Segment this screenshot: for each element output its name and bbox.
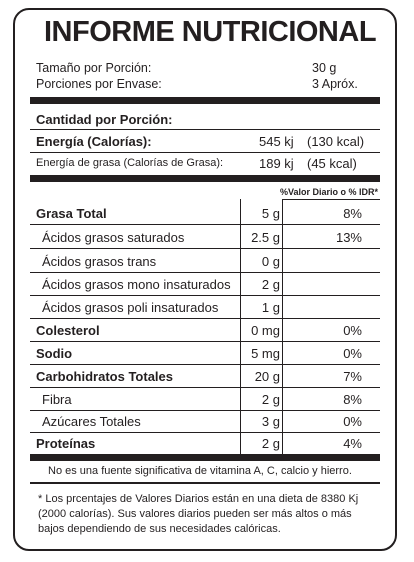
nutrient-amount: 3 g — [261, 414, 280, 429]
nutrient-amount: 5 g — [261, 206, 280, 221]
nutrient-dv: 7% — [343, 369, 362, 384]
nutrient-name: Sodio — [36, 346, 73, 361]
thick-divider-middle — [30, 175, 380, 182]
footnote-line-3: bajos dependiendo de sus necesidades calóricas. — [38, 523, 281, 535]
serving-size-value: 30 g — [312, 61, 337, 75]
footnote-line-1: * Los prcentajes de Valores Diarios están en una dieta de 8380 Kj — [38, 493, 359, 505]
nutrient-dv: 13% — [335, 230, 362, 245]
nutrient-name: Carbohidratos Totales — [36, 369, 174, 384]
divider — [30, 318, 380, 319]
divider — [30, 364, 380, 365]
servings-per-container-value: 3 Apróx. — [312, 77, 358, 91]
nutrient-name: Ácidos grasos trans — [42, 254, 157, 269]
divider — [282, 199, 380, 200]
divider — [30, 432, 380, 433]
nutrient-name: Colesterol — [36, 323, 100, 338]
nutrient-amount: 0 g — [261, 254, 280, 269]
nutrient-amount: 2.5 g — [251, 230, 280, 245]
nutrient-name: Ácidos grasos saturados — [42, 230, 185, 245]
nutrition-title: INFORME NUTRICIONAL — [44, 16, 377, 48]
divider — [30, 129, 380, 130]
nutrient-amount: 2 g — [261, 436, 280, 451]
amount-per-serving-header: Cantidad por Porción: — [36, 112, 173, 127]
nutrient-name: Azúcares Totales — [42, 414, 141, 429]
nutrient-amount: 20 g — [254, 369, 280, 384]
divider — [30, 410, 380, 411]
divider — [30, 387, 380, 388]
divider — [30, 482, 380, 484]
nutrient-dv: 8% — [343, 206, 362, 221]
divider — [30, 248, 380, 249]
energy-kj: 545 kj — [259, 134, 294, 149]
serving-size-label: Tamaño por Porción: — [36, 61, 152, 75]
fat-energy-kj: 189 kj — [259, 156, 294, 171]
daily-value-header: %Valor Diario o % IDR* — [280, 187, 379, 197]
divider — [30, 272, 380, 273]
nutrient-name: Grasa Total — [36, 206, 107, 221]
nutrient-amount: 5 mg — [251, 346, 280, 361]
nutrient-amount: 2 g — [261, 392, 280, 407]
nutrient-dv: 0% — [343, 346, 362, 361]
nutrient-dv: 4% — [343, 436, 362, 451]
nutrient-amount: 2 g — [261, 277, 280, 292]
nutrient-dv: 0% — [343, 323, 362, 338]
footnote-line-2: (2000 calorías). Sus valores diarios pueden ser más altos o más — [38, 508, 352, 520]
nutrient-amount: 0 mg — [251, 323, 280, 338]
thick-divider-top — [30, 97, 380, 104]
nutrient-amount: 1 g — [261, 300, 280, 315]
fat-energy-label: Energía de grasa (Calorías de Grasa): — [36, 157, 224, 169]
thick-divider-bottom — [30, 454, 380, 461]
divider — [30, 295, 380, 296]
divider — [30, 341, 380, 342]
nutrient-name: Ácidos grasos poli insaturados — [42, 300, 219, 315]
fat-energy-kcal: (45 kcal) — [307, 156, 357, 171]
column-divider-name — [240, 199, 241, 458]
energy-kcal: (130 kcal) — [307, 134, 365, 149]
servings-per-container-label: Porciones por Envase: — [36, 77, 162, 91]
nutrient-name: Fibra — [42, 392, 72, 407]
energy-label: Energía (Calorías): — [36, 134, 152, 149]
divider — [30, 152, 380, 153]
nutrient-dv: 8% — [343, 392, 362, 407]
vitamin-note: No es una fuente significativa de vitamina A, C, calcio y hierro. — [48, 465, 352, 477]
divider — [30, 224, 380, 225]
nutrient-name: Ácidos grasos mono insaturados — [42, 277, 231, 292]
nutrient-dv: 0% — [343, 414, 362, 429]
column-divider-amount — [282, 199, 283, 458]
nutrient-name: Proteínas — [36, 436, 96, 451]
